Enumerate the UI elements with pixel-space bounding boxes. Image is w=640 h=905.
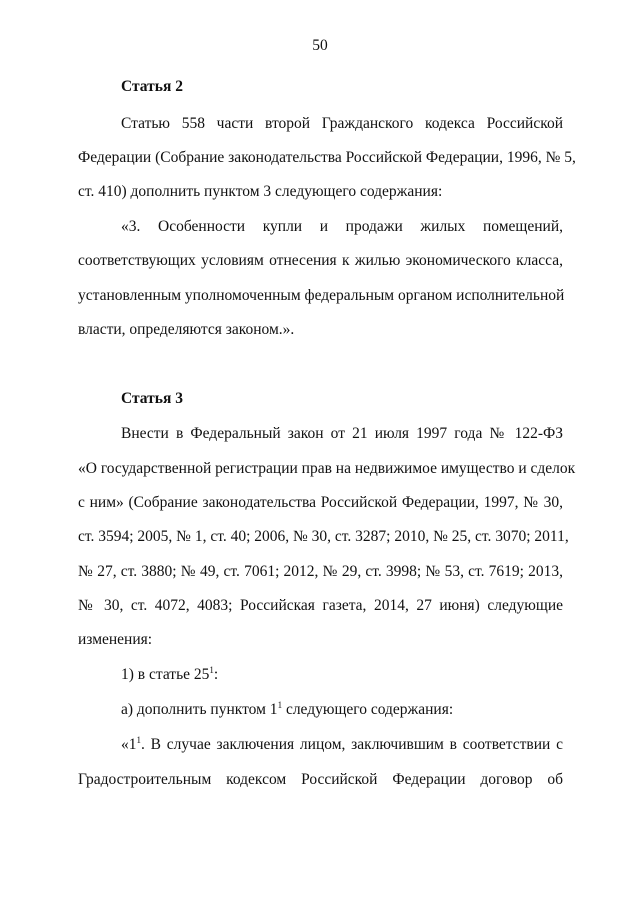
quote-open: «1 [121,736,137,753]
article-2-quote-line-3: установленным уполномоченным федеральным органом исполнительной [78,287,565,304]
item-1-superscript: 1 [209,665,214,675]
article-2-quote-line-4: власти, определяются законом.». [78,321,295,338]
item-1-tail: : [213,666,219,683]
article-3-last-line: Градостроительным кодексом Российской Федерации договор об [78,771,563,788]
article-3-line-6: № 30, ст. 4072, 4083; Российская газета, 2014, 27 июня) следующие [78,597,563,614]
article-2-quote-line-1: «3. Особенности купли и продажи жилых помещений, [121,218,563,235]
quote-line [121,735,563,755]
item-1-text: 1) в статье 25 [121,666,210,683]
article-3-line-4: ст. 3594; 2005, № 1, ст. 40; 2006, № 30, ст. 3287; 2010, № 25, ст. 3070; 2011, [78,528,569,545]
article-2-line-1: Статью 558 части второй Гражданского кодекса Российской [121,115,563,132]
article-2-heading: Статья 2 [121,78,183,95]
item-a-tail: следующего содержания: [282,701,454,718]
article-3-line-3: с ним» (Собрание законодательства Российской Федерации, 1997, № 30, [78,494,563,511]
item-a [121,700,606,720]
article-2-quote-line-2: соответствующих условиям отнесения к жилью экономического класса, [78,252,563,269]
article-3-line-1: Внести в Федеральный закон от 21 июля 1997 года № 122-ФЗ [121,425,563,442]
article-2-line-3: ст. 410) дополнить пунктом 3 следующего содержания: [78,183,443,200]
article-3-line-2: «О государственной регистрации прав на недвижимое имущество и сделок [78,460,576,477]
article-2-line-2: Федерации (Собрание законодательства Российской Федерации, 1996, № 5, [78,149,576,166]
item-a-text: а) дополнить пунктом 1 [121,701,278,718]
article-3-heading: Статья 3 [121,390,183,407]
quote-superscript: 1 [136,735,141,745]
item-a-superscript: 1 [277,700,283,710]
article-3-line-5: № 27, ст. 3880; № 49, ст. 7061; 2012, № 29, ст. 3998; № 53, ст. 7619; 2013, [78,563,563,580]
item-1 [121,665,606,685]
quote-tail: . В случае заключения лицом, заключившим в соответствии с [141,736,563,753]
page-number: 50 [312,37,328,54]
article-3-line-7: изменения: [78,631,153,648]
